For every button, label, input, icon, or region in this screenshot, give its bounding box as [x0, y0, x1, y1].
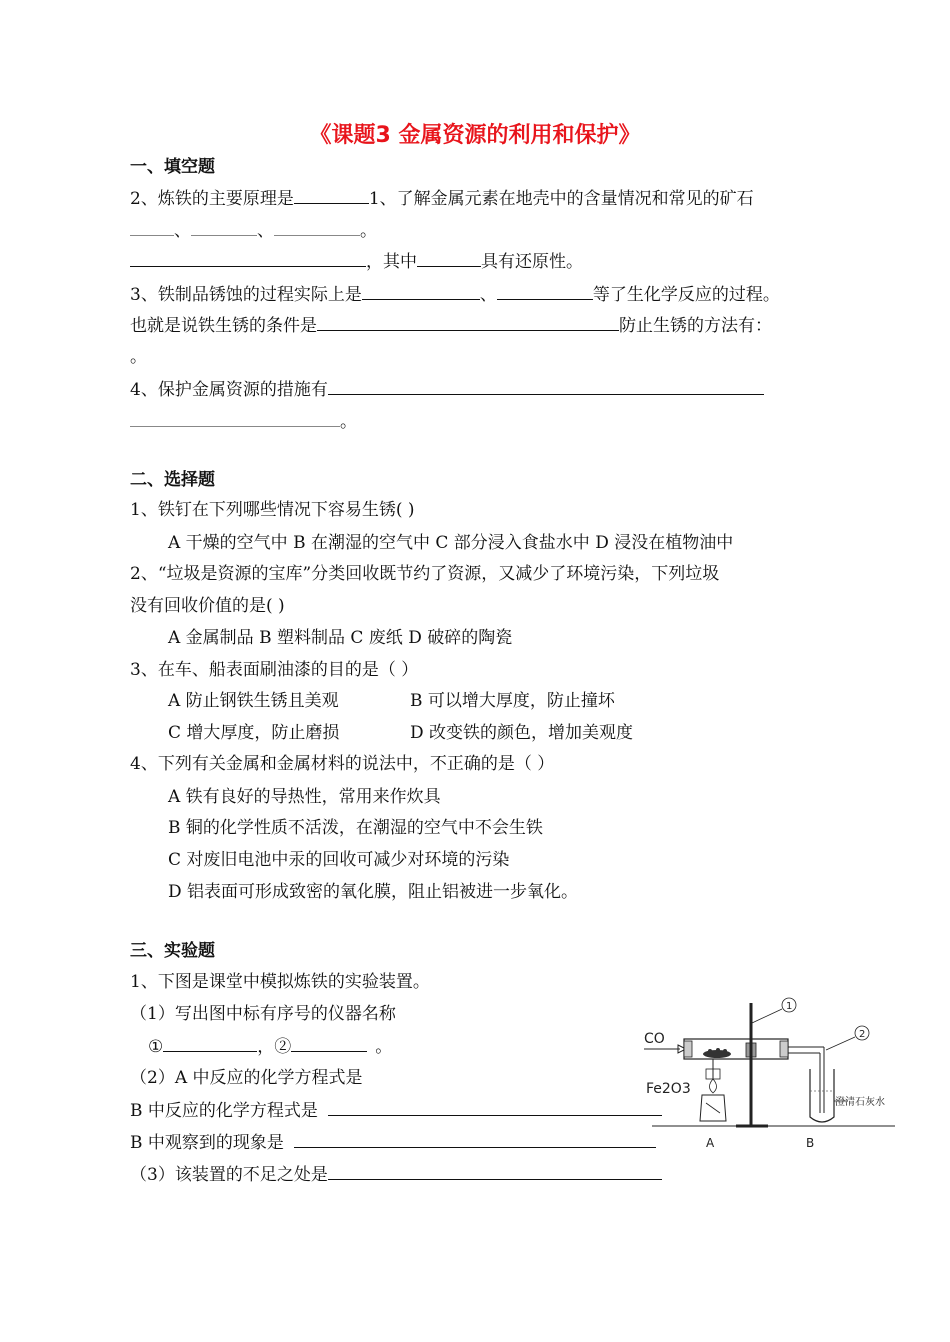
q1-text: 1、了解金属元素在地壳中的含量情况和常见的矿石 — [368, 189, 754, 209]
limewater-label: 澄清石灰水 — [835, 1097, 885, 1108]
answer-blank[interactable] — [130, 219, 174, 236]
pointer-2 — [826, 1037, 855, 1050]
choice-q4: 4、下列有关金属和金属材料的说法中，不正确的是（ ） — [130, 754, 555, 774]
fill-reductant-line — [130, 250, 583, 273]
part3-label: （3）该装置的不足之处是 — [130, 1165, 328, 1185]
ironmaking-apparatus-diagram — [640, 995, 900, 1155]
fill-q3-line2 — [130, 314, 772, 337]
section1-heading: 一、填空题 — [130, 157, 215, 177]
q3-line2-end: 防止生锈的方法有： — [619, 316, 772, 336]
exp-part1-answers — [148, 1035, 392, 1058]
choice-q4-option-c: C 对废旧电池中汞的回收可减少对环境的污染 — [168, 850, 510, 870]
right-stopper — [780, 1041, 788, 1057]
answer-blank[interactable] — [191, 219, 257, 236]
q4-label: 4、保护金属资源的措施有 — [130, 380, 328, 400]
powder-grain — [716, 1048, 720, 1052]
answer-blank[interactable] — [328, 378, 764, 395]
exp-q1: 1、下图是课堂中模拟炼铁的实验装置。 — [130, 972, 430, 992]
answer-blank[interactable] — [497, 283, 593, 300]
choice-q3-option-a: A 防止钢铁生锈且美观 — [168, 691, 339, 711]
co-label: CO — [644, 1031, 665, 1047]
exp-part1: （1）写出图中标有序号的仪器名称 — [130, 1004, 396, 1024]
answer-blank[interactable] — [163, 1035, 257, 1052]
separator: 、 — [257, 221, 274, 241]
choice-q2-options: A 金属制品 B 塑料制品 C 废纸 D 破碎的陶瓷 — [168, 628, 513, 648]
choice-q4-option-d: D 铝表面可形成致密的氧化膜，阻止铝被进一步氧化。 — [168, 882, 579, 902]
q3-end: 等了生化学反应的过程。 — [592, 285, 780, 305]
section3-heading: 三、实验题 — [130, 941, 215, 961]
exp-b-observation — [130, 1131, 656, 1154]
lamp-wick — [706, 1103, 720, 1113]
page-title: 《课题3 金属资源的利用和保护》 — [309, 123, 641, 148]
pointer-1 — [752, 1009, 782, 1023]
answer-blank[interactable] — [362, 283, 480, 300]
choice-q4-option-b: B 铜的化学性质不活泼，在潮湿的空气中不会生铁 — [168, 818, 543, 838]
answer-blank[interactable] — [274, 219, 360, 236]
answer-blank[interactable] — [417, 250, 481, 267]
flame-icon — [710, 1079, 717, 1093]
fill-ore-line — [130, 219, 377, 242]
exp-part2: （2）A 中反应的化学方程式是 — [130, 1068, 363, 1088]
choice-q1: 1、铁钉在下列哪些情况下容易生锈( ) — [130, 500, 415, 520]
period: 。 — [340, 412, 357, 432]
q2-label: 2、炼铁的主要原理是 — [130, 189, 294, 209]
b-observation-label: B 中观察到的现象是 — [130, 1133, 284, 1153]
mid-end: 具有还原性。 — [481, 252, 583, 272]
fill-q3-line — [130, 283, 780, 306]
mid-text: ，其中 — [366, 252, 417, 272]
powder-grain — [708, 1049, 712, 1053]
test-tube-b — [810, 1069, 834, 1122]
q3-label: 3、铁制品锈蚀的过程实际上是 — [130, 285, 362, 305]
circled-one: ① — [148, 1037, 164, 1057]
period: 。 — [375, 1037, 393, 1057]
label-a: A — [706, 1136, 715, 1150]
fe2o3-label: Fe2O3 — [646, 1081, 691, 1097]
exp-b-equation — [130, 1099, 662, 1122]
choice-q3-option-b: B 可以增大厚度，防止撞坏 — [410, 691, 615, 711]
fill-q4-line2 — [130, 410, 357, 433]
separator: 、 — [479, 285, 497, 305]
choice-q3: 3、在车、船表面刷油漆的目的是（ ） — [130, 660, 419, 680]
exp-part3 — [130, 1163, 662, 1186]
left-stopper — [684, 1041, 692, 1057]
hard-glass-tube — [684, 1039, 788, 1059]
period: 。 — [360, 221, 377, 241]
answer-blank[interactable] — [294, 187, 369, 204]
fill-q4-line — [130, 378, 764, 401]
separator: 、 — [174, 221, 191, 241]
answer-blank[interactable] — [317, 314, 619, 331]
answer-blank[interactable] — [130, 250, 366, 267]
answer-blank[interactable] — [328, 1163, 662, 1180]
answer-blank[interactable] — [130, 410, 340, 427]
section2-heading: 二、选择题 — [130, 470, 215, 490]
choice-q2-line1: 2、“垃圾是资源的宝库”分类回收既节约了资源，又减少了环境污染，下列垃圾 — [130, 564, 720, 584]
label-b: B — [806, 1136, 815, 1150]
answer-blank[interactable] — [294, 1131, 656, 1148]
powder-grain — [723, 1049, 727, 1053]
choice-q3-option-d: D 改变铁的颜色，增加美观度 — [410, 723, 634, 743]
answer-blank[interactable] — [291, 1035, 367, 1052]
fill-q1-line — [130, 187, 754, 210]
label-2: 2 — [859, 1029, 866, 1040]
label-1: 1 — [786, 1001, 793, 1012]
choice-q1-options: A 干燥的空气中 B 在潮湿的空气中 C 部分浸入食盐水中 D 浸没在植物油中 — [168, 533, 734, 553]
b-equation-label: B 中反应的化学方程式是 — [130, 1101, 318, 1121]
choice-q4-option-a: A 铁有良好的导热性，常用来作炊具 — [168, 787, 441, 807]
circled-two: ，② — [257, 1037, 292, 1057]
choice-q2-line2: 没有回收价值的是( ) — [130, 596, 285, 616]
choice-q3-option-c: C 增大厚度，防止磨损 — [168, 723, 340, 743]
q3-line2-label: 也就是说铁生锈的条件是 — [130, 316, 317, 336]
answer-blank[interactable] — [328, 1099, 662, 1116]
q3-line3: 。 — [130, 347, 147, 367]
